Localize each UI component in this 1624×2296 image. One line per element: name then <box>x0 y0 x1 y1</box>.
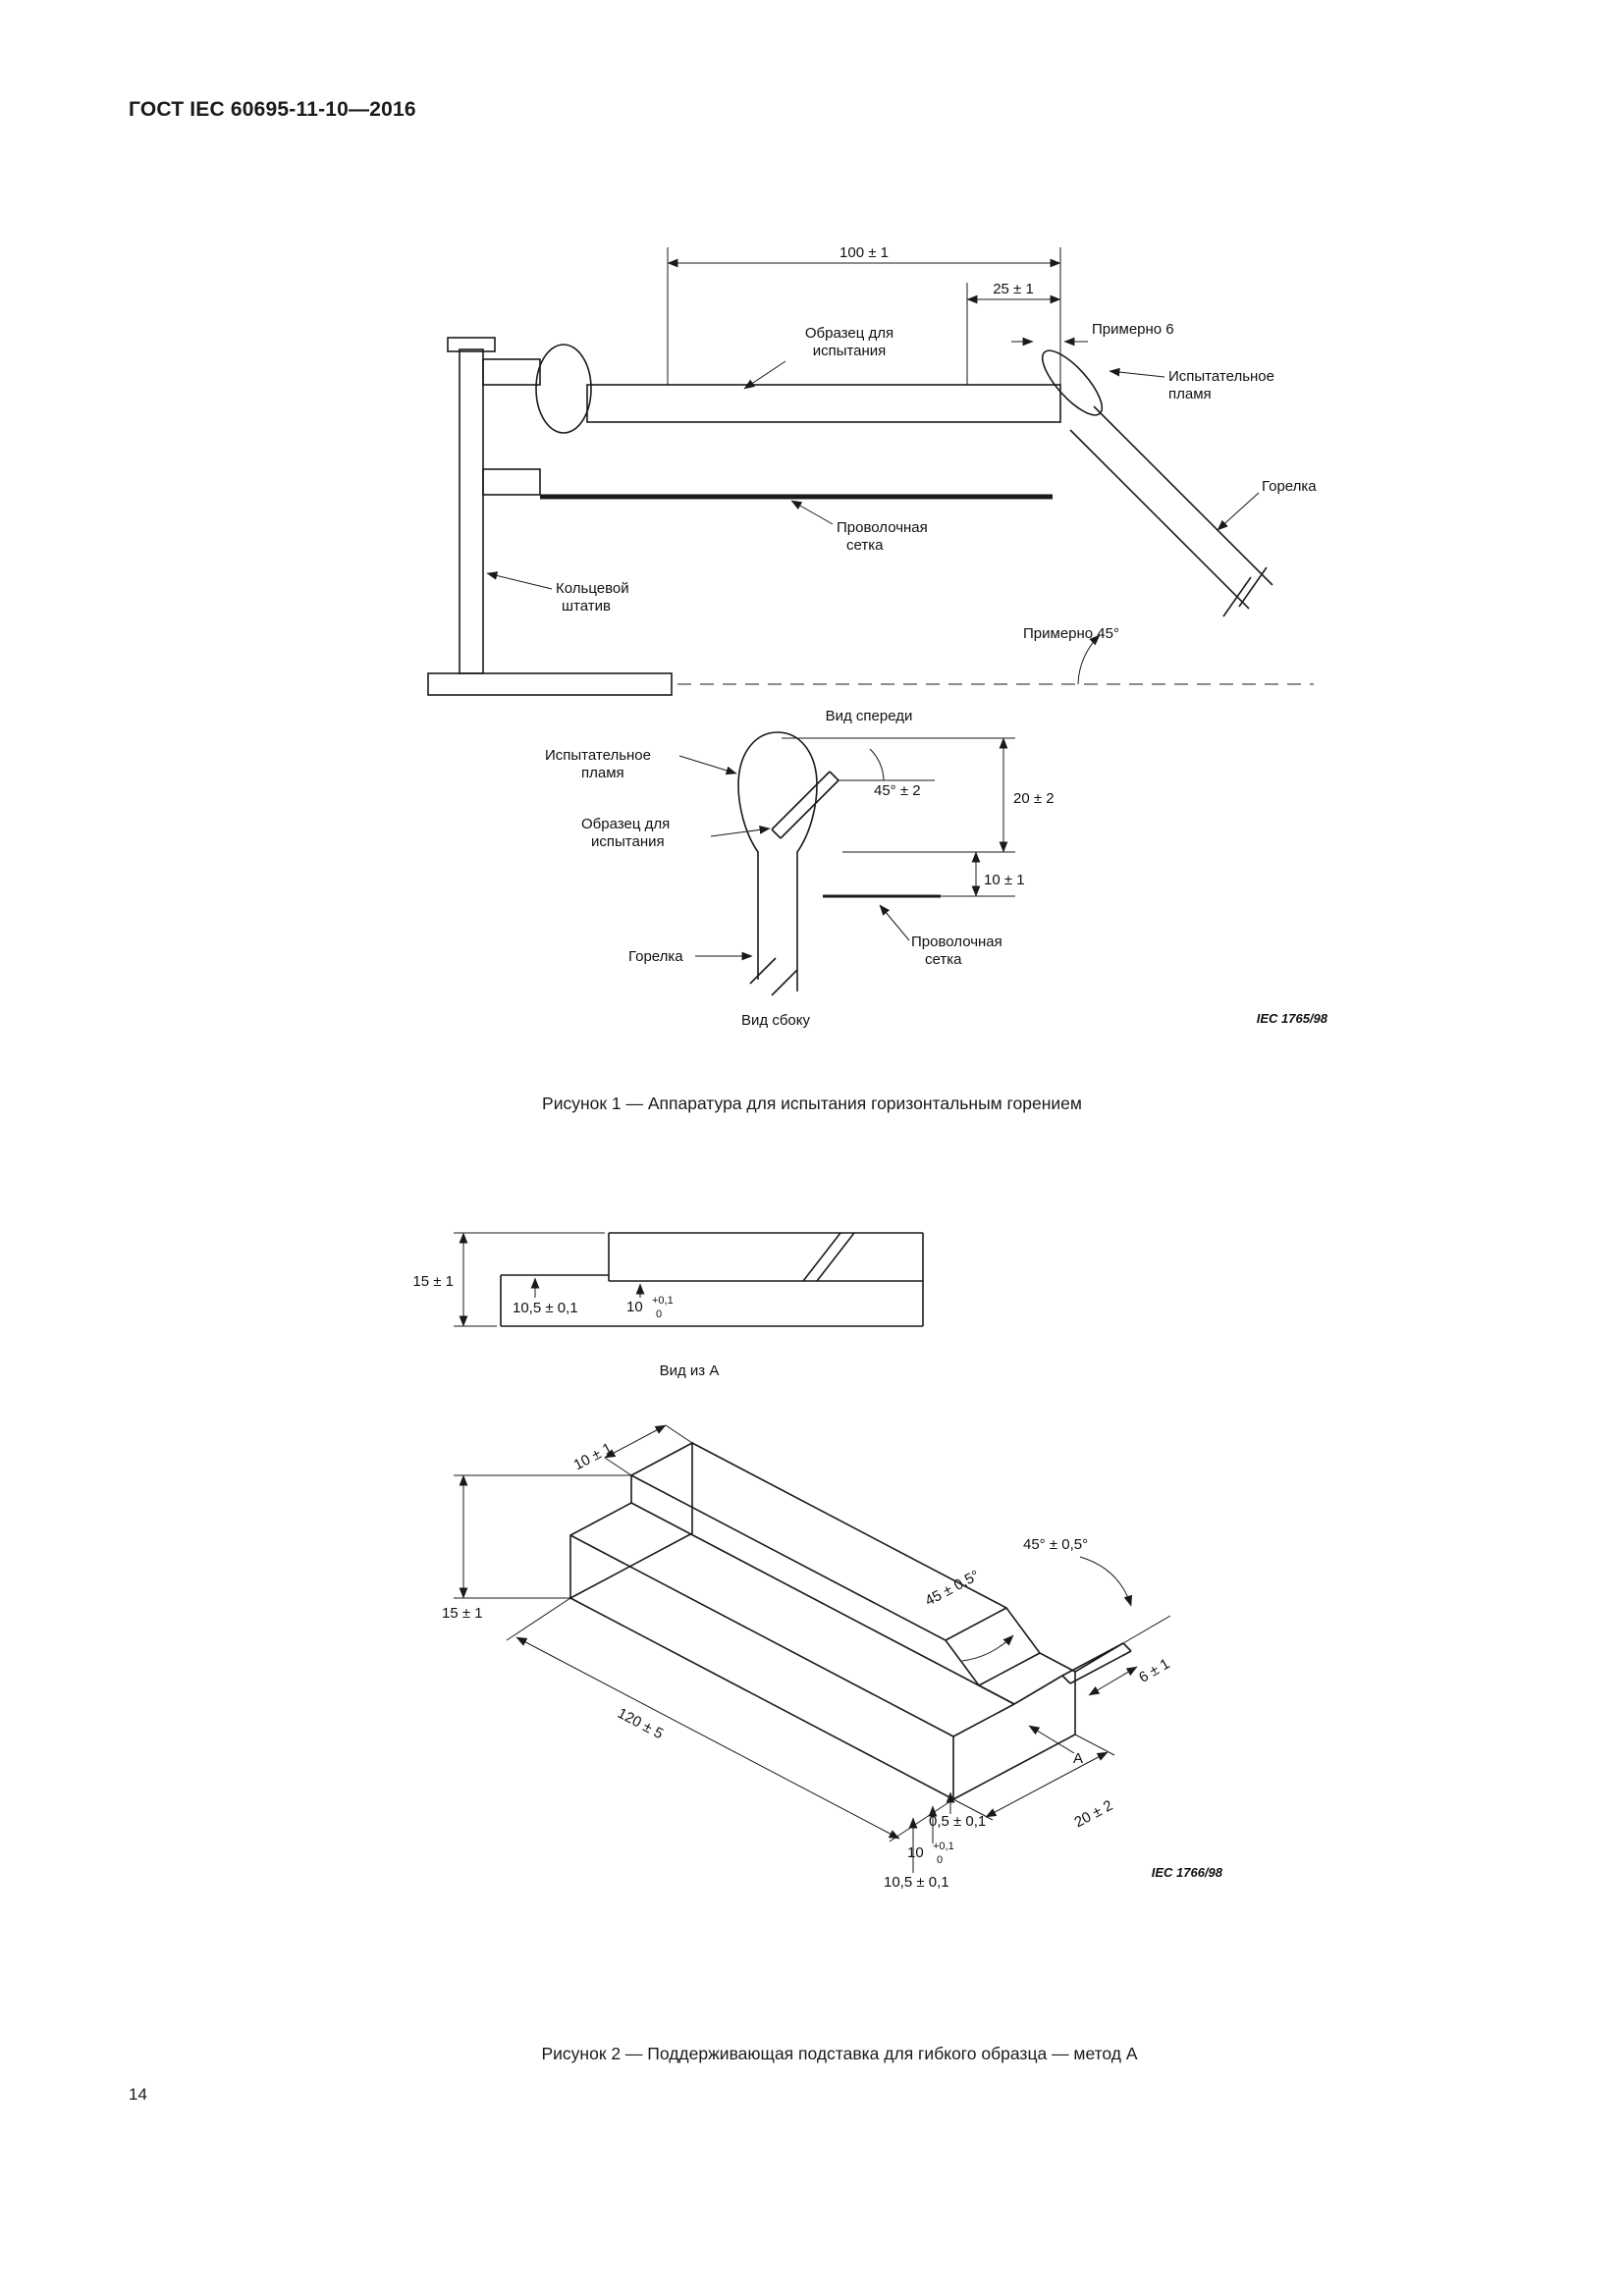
sec-tol-bot: 0 <box>656 1308 663 1320</box>
dim-100-label: 100 ± 1 <box>839 244 889 261</box>
iso-dim-120-label: 120 ± 5 <box>615 1704 667 1743</box>
iso-dim-6-label: 6 ± 1 <box>1136 1655 1173 1686</box>
specimen-label-1: Образец для <box>804 325 894 342</box>
page-number: 14 <box>129 2085 147 2104</box>
dim-25-label: 25 ± 1 <box>993 281 1034 297</box>
fig2-iso-view <box>442 1425 1223 1891</box>
fig1-side-view <box>545 732 1328 1029</box>
iso-long-edges <box>570 1443 1075 1799</box>
iso-tol-top: +0,1 <box>933 1841 954 1852</box>
fig2-iec-ref: IEC 1766/98 <box>1151 1865 1222 1880</box>
flame-label-2: пламя <box>1168 386 1212 402</box>
burner-label: Горелка <box>1262 478 1317 495</box>
iso-dim-10b-label: 10 <box>907 1844 924 1861</box>
iso-near-end-face <box>953 1672 1075 1799</box>
fig1-front-view <box>428 244 1317 724</box>
fig1-iec-ref: IEC 1765/98 <box>1256 1011 1327 1026</box>
iso-angle-45a-label: 45 ± 0,5° <box>922 1567 983 1610</box>
sec-dim-15-label: 15 ± 1 <box>412 1273 454 1290</box>
sec-tol-top: +0,1 <box>652 1295 674 1307</box>
side-mesh-label-2: сетка <box>925 951 962 968</box>
iso-dim-105-label: 10,5 ± 0,1 <box>884 1874 949 1891</box>
side-specimen-label-1: Образец для <box>581 816 671 832</box>
angle-arc <box>870 749 884 780</box>
sec-dim-10-label: 10 <box>626 1299 643 1315</box>
burner-flame-outline <box>738 732 817 991</box>
specimen-label-2: испытания <box>812 343 887 359</box>
front-view-title: Вид спереди <box>825 708 913 724</box>
ring-stand <box>428 338 672 695</box>
stand-label-1: Кольцевой <box>556 580 629 597</box>
side-specimen-label-2: испытания <box>591 833 665 850</box>
dim-10-label: 10 ± 1 <box>984 872 1025 888</box>
fig1-side-dimensions <box>782 738 1015 896</box>
section-view-title: Вид из А <box>659 1362 720 1379</box>
iso-view-a-label: A <box>1072 1750 1084 1767</box>
iso-dim-20-label: 20 ± 2 <box>1071 1796 1116 1832</box>
side-burner-label: Горелка <box>628 948 683 965</box>
tube-break-2 <box>772 970 797 995</box>
side-mesh-label-1: Проволочная <box>911 934 1002 950</box>
approx45-label: Примерно 45° <box>1023 625 1119 642</box>
side-flame-label-1: Испытательное <box>545 747 651 764</box>
iso-angle-45b-label: 45° ± 0,5° <box>1023 1536 1089 1553</box>
specimen-bar <box>587 385 1060 422</box>
fig1-front-leaders <box>487 361 1259 589</box>
specimen-45 <box>772 772 839 838</box>
approx6-label: Примерно 6 <box>1092 321 1174 338</box>
tube-break-1 <box>750 958 776 984</box>
side-flame-label-2: пламя <box>581 765 624 781</box>
mesh-label-2: сетка <box>846 537 884 554</box>
iso-dimensions <box>454 1425 1137 1873</box>
fig2-section-view <box>412 1233 923 1379</box>
burner-tube <box>1070 406 1272 616</box>
figure1-caption: Рисунок 1 — Аппаратура для испытания горизонтальным горением <box>542 1094 1082 1113</box>
flame-label-1: Испытательное <box>1168 368 1274 385</box>
iso-dim-15-label: 15 ± 1 <box>442 1605 483 1622</box>
figure2-caption: Рисунок 2 — Поддерживающая подставка для гибкого образца — метод А <box>541 2044 1138 2063</box>
stand-label-2: штатив <box>562 598 611 614</box>
dim-20-label: 20 ± 2 <box>1013 790 1055 807</box>
page-header: ГОСТ IEC 60695-11-10—2016 <box>129 98 416 121</box>
iso-tol-bot: 0 <box>937 1854 944 1866</box>
iso-end-tab <box>1014 1616 1173 1704</box>
iso-dim-10-label: 10 ± 1 <box>570 1439 616 1474</box>
iso-dim-05-label: 0,5 ± 0,1 <box>929 1813 987 1830</box>
angle-45-label: 45° ± 2 <box>874 782 921 799</box>
sec-dim-105-label: 10,5 ± 0,1 <box>513 1300 578 1316</box>
side-view-title: Вид сбоку <box>741 1012 810 1029</box>
mesh-label-1: Проволочная <box>837 519 928 536</box>
fig1-front-dimensions <box>668 247 1100 684</box>
